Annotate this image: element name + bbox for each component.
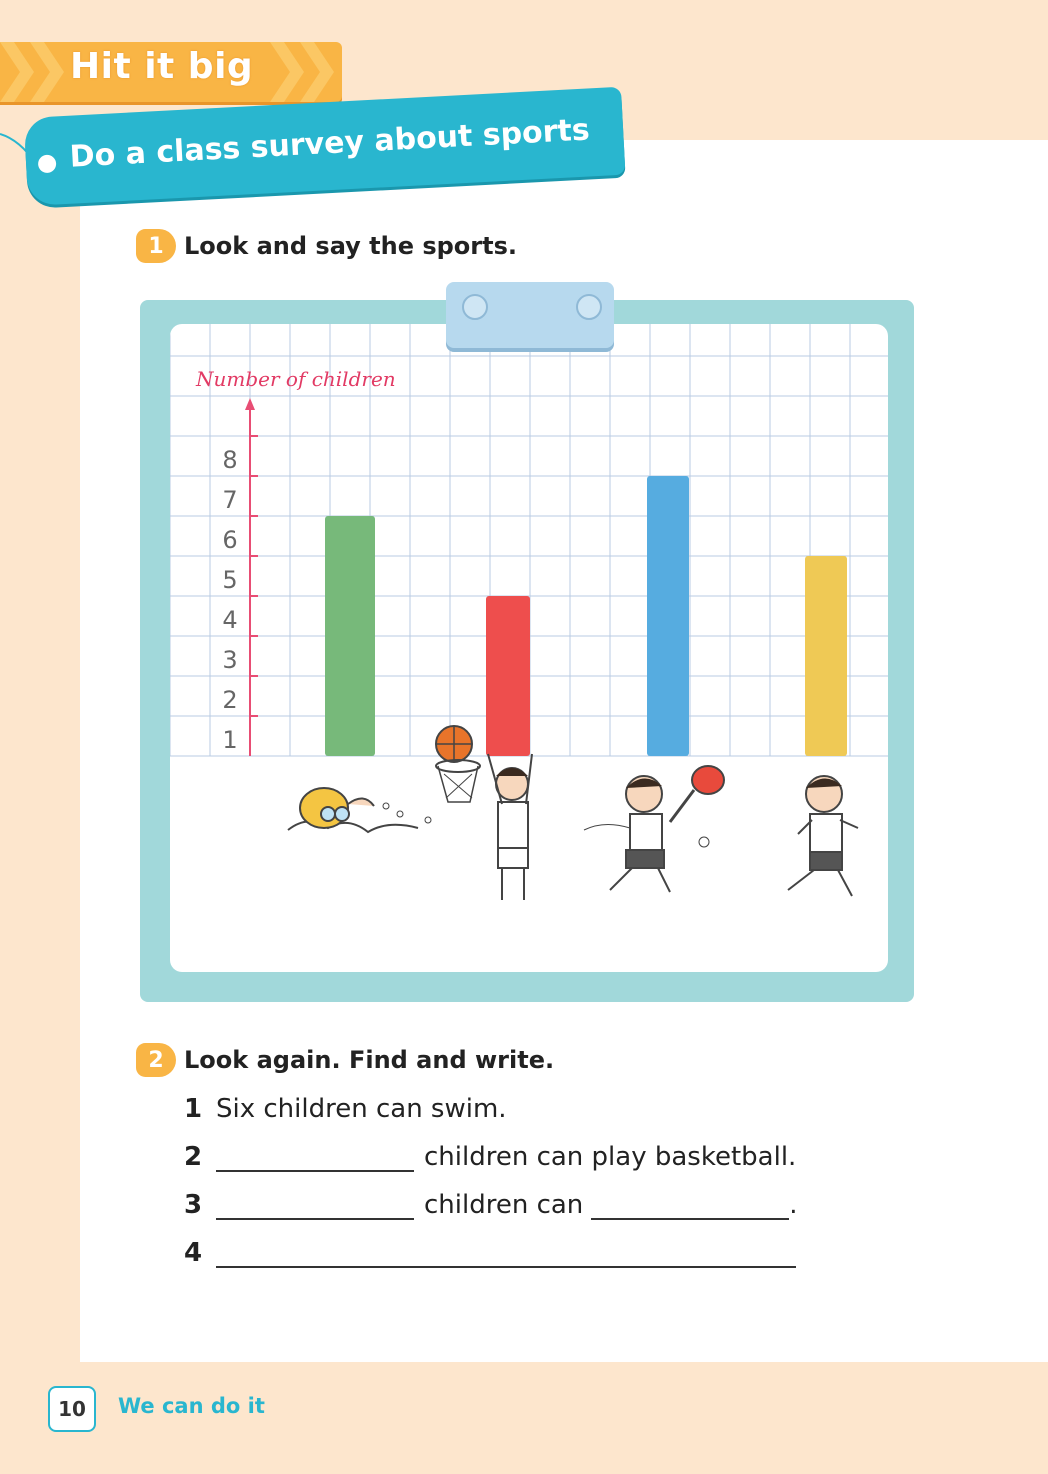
table-tennis-illustration xyxy=(584,766,724,892)
bar-run xyxy=(805,556,847,756)
question-3 xyxy=(184,1190,798,1220)
instruction-text: Look and say the sports. xyxy=(184,232,517,260)
y-axis-label: Number of children xyxy=(196,367,396,391)
answer-blank[interactable] xyxy=(216,1240,796,1268)
y-tick-label: 4 xyxy=(222,606,238,634)
section-title: Do a class survey about sports xyxy=(68,112,591,175)
activity-2-instruction xyxy=(136,1040,554,1080)
y-tick-label: 5 xyxy=(222,566,238,594)
question-2 xyxy=(184,1142,796,1172)
unit-title: We can do it xyxy=(118,1394,265,1418)
bar-swim xyxy=(325,516,375,756)
question-text: Six children can swim. xyxy=(216,1094,507,1124)
paper-clip xyxy=(446,282,614,348)
instruction-text: Look again. Find and write. xyxy=(184,1046,555,1074)
swimmer-illustration xyxy=(288,788,431,832)
running-illustration xyxy=(788,776,858,896)
answer-blank[interactable] xyxy=(216,1144,414,1172)
bars xyxy=(325,476,847,756)
y-ticks xyxy=(222,436,258,754)
question-number: 2 xyxy=(184,1142,203,1172)
y-tick-label: 6 xyxy=(222,526,238,554)
question-number: 1 xyxy=(184,1094,203,1124)
y-axis-arrow-icon xyxy=(245,398,255,410)
question-number: 4 xyxy=(184,1238,203,1268)
y-tick-label: 2 xyxy=(222,686,238,714)
banner-title: Hit it big xyxy=(70,46,254,87)
bar-play-basketball xyxy=(486,596,530,756)
bar-chart xyxy=(170,324,888,972)
y-tick-label: 1 xyxy=(222,726,238,754)
y-tick-label: 3 xyxy=(222,646,238,674)
question-number: 3 xyxy=(184,1190,203,1220)
header-banner xyxy=(0,42,342,102)
clip-hole-icon xyxy=(576,294,602,320)
question-text: children can play basketball. xyxy=(424,1142,797,1172)
y-tick-label: 7 xyxy=(222,486,238,514)
question-4 xyxy=(184,1238,796,1268)
chart-board xyxy=(140,300,914,1002)
activity-number-badge: 1 xyxy=(136,229,176,263)
question-1 xyxy=(184,1094,507,1124)
activity-1-instruction xyxy=(136,226,517,266)
graph-paper xyxy=(170,324,888,972)
activity-number-badge: 2 xyxy=(136,1043,176,1077)
page-number: 10 xyxy=(48,1386,96,1432)
question-text: children can xyxy=(424,1190,584,1220)
answer-blank[interactable] xyxy=(591,1192,789,1220)
ribbon-dot-icon xyxy=(38,154,57,173)
clip-hole-icon xyxy=(462,294,488,320)
answer-blank[interactable] xyxy=(216,1192,414,1220)
y-tick-label: 8 xyxy=(222,446,238,474)
question-end: . xyxy=(789,1190,798,1220)
bar-play-table-tennis xyxy=(647,476,689,756)
